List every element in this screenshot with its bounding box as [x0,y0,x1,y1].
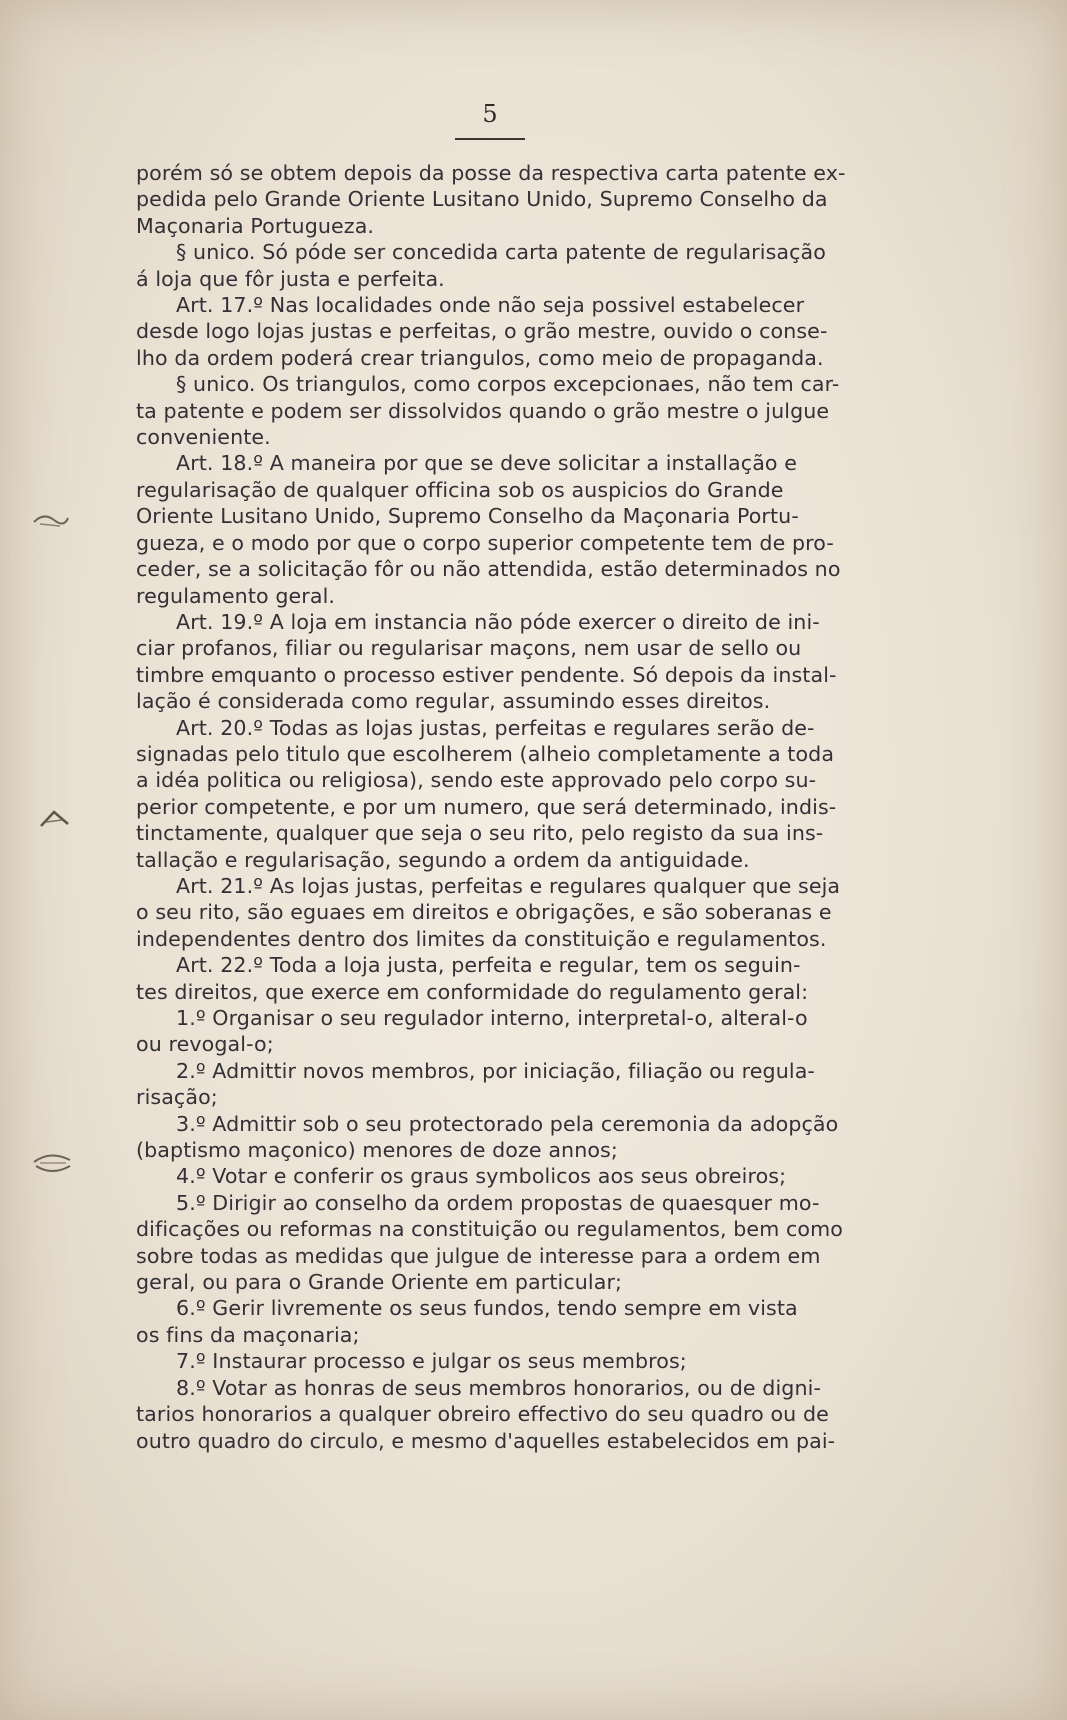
text-line: ciar profanos, filiar ou regularisar maçons, nem usar de sello ou [136,636,802,661]
text-line: 8.º Votar as honras de seus membros honorarios, ou de digni- [176,1375,821,1400]
text-line: ta patente e podem ser dissolvidos quando o grão mestre o julgue [136,398,830,423]
margin-mark-icon [38,808,68,822]
text-line: lho da ordem poderá crear triangulos, como meio de propaganda. [136,345,824,370]
text-line: tes direitos, que exerce em conformidade do regulamento geral: [136,979,809,1004]
text-line: conveniente. [136,425,271,450]
text-line: desde logo lojas justas e perfeitas, o grão mestre, ouvido o conse- [136,319,828,344]
text-line: dificações ou reformas na constituição ou regulamentos, bem como [136,1217,843,1242]
page-number-rule [455,138,525,140]
margin-mark-icon [30,1150,60,1164]
text-line: Oriente Lusitano Unido, Supremo Conselho da Maçonaria Portu- [136,504,799,529]
text-line: gueza, e o modo por que o corpo superior competente tem de pro- [136,530,834,555]
margin-mark-icon [30,508,60,522]
body-text [136,160,848,1454]
text-line: 5.º Dirigir ao conselho da ordem propostas de quaesquer mo- [176,1190,820,1215]
text-line: ou revogal-o; [136,1032,274,1057]
text-line: § unico. Os triangulos, como corpos excepcionaes, não tem car- [176,372,840,397]
text-line: outro quadro do circulo, e mesmo d'aquelles estabelecidos em pai- [136,1428,836,1453]
text-line: a idéa politica ou religiosa), sendo este approvado pelo corpo su- [136,768,817,793]
text-line: os fins da maçonaria; [136,1322,360,1347]
text-line: pedida pelo Grande Oriente Lusitano Unido, Supremo Conselho da [136,187,828,212]
text-line: Art. 18.º A maneira por que se deve solicitar a installação e [176,451,798,476]
text-line: tallação e regularisação, segundo a ordem da antiguidade. [136,847,750,872]
text-line: risação; [136,1085,218,1110]
text-line: porém só se obtem depois da posse da respectiva carta patente ex- [136,161,846,185]
text-line: 2.º Admittir novos membros, por iniciação, filiação ou regula- [176,1058,815,1083]
text-line: 6.º Gerir livremente os seus fundos, tendo sempre em vista [176,1296,798,1321]
text-line: (baptismo maçonico) menores de doze annos; [136,1138,618,1163]
text-line: geral, ou para o Grande Oriente em particular; [136,1270,623,1295]
text-line: o seu rito, são eguaes em direitos e obrigações, e são soberanas e [136,900,832,925]
text-line: 7.º Instaurar processo e julgar os seus membros; [176,1349,687,1374]
text-line: signadas pelo titulo que escolherem (alheio completamente a toda [136,741,835,766]
text-line: Art. 17.º Nas localidades onde não seja possivel estabelecer [176,293,805,318]
text-line: tinctamente, qualquer que seja o seu rito, pelo registo da sua ins- [136,821,824,846]
text-line: á loja que fôr justa e perfeita. [136,266,445,291]
text-line: § unico. Só póde ser concedida carta patente de regularisação [176,240,826,265]
text-line: lação é considerada como regular, assumindo esses direitos. [136,689,771,714]
text-line: Art. 20.º Todas as lojas justas, perfeitas e regulares serão de- [176,715,815,740]
text-line: 3.º Admittir sob o seu protectorado pela ceremonia da adopção [176,1111,839,1136]
text-line: perior competente, e por um numero, que será determinado, indis- [136,794,837,819]
text-line: Maçonaria Portugueza. [136,213,375,238]
text-line: Art. 21.º As lojas justas, perfeitas e regulares qualquer que seja [176,873,841,898]
text-line: regularisação de qualquer officina sob os auspicios do Grande [136,477,784,502]
text-line: timbre emquanto o processo estiver pendente. Só depois da instal- [136,662,837,687]
page-number: 5 [482,100,498,128]
text-line: Art. 19.º A loja em instancia não póde exercer o direito de ini- [176,609,820,634]
text-line: 4.º Votar e conferir os graus symbolicos aos seus obreiros; [176,1164,787,1189]
text-line: 1.º Organisar o seu regulador interno, interpretal-o, alteral-o [176,1006,808,1030]
text-line: Art. 22.º Toda a loja justa, perfeita e regular, tem os seguin- [176,953,801,978]
text-line: independentes dentro dos limites da constituição e regulamentos. [136,926,827,951]
text-line: regulamento geral. [136,583,336,608]
text-line: tarios honorarios a qualquer obreiro effectivo do seu quadro ou de [136,1402,829,1427]
text-line: sobre todas as medidas que julgue de interesse para a ordem em [136,1243,821,1268]
text-line: ceder, se a solicitação fôr ou não attendida, estão determinados no [136,557,841,582]
